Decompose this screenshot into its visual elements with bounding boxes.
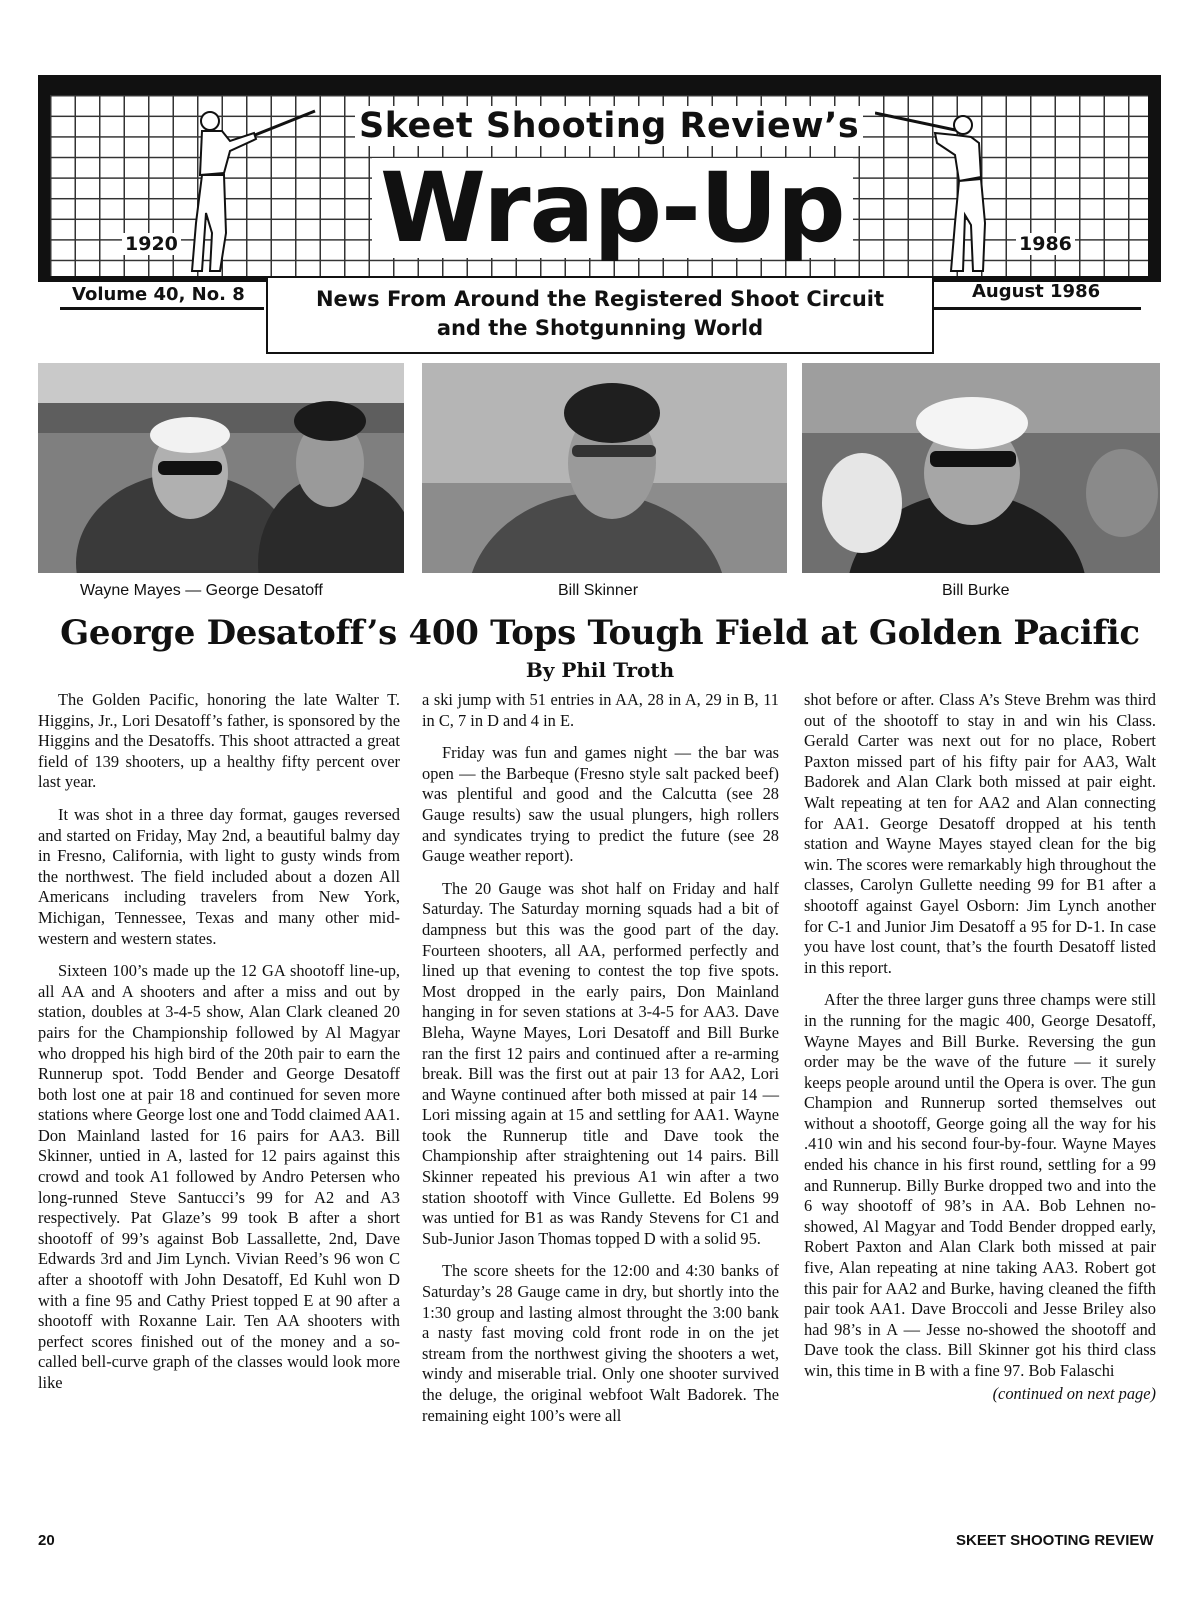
paragraph: a ski jump with 51 entries in AA, 28 in A, 29 in B, 11 in C, 7 in D and 4 in E.	[422, 690, 779, 730]
paragraph: Sixteen 100’s made up the 12 GA shootoff line-up, all AA and A shooters and after a miss and out by station, doubles at 3-4-5 show, Alan Clark cleaned 20 pairs for the Championship followed by Al Magyar who dropped his high bird of the 20th pair to earn the Runnerup spot. Todd Bender and George Desatoff both lost one at pair 18 and continued for seven more stations where George lost one and Todd claimed AA1. Don Mainland lasted for 16 pairs for AA3. Bill Skinner, untied in A, lasted for 12 pairs against this crowd and took A1 followed by Andro Petersen who long-runned Steve Santucci’s 99 for A2 and A3 respectively. Pat Glaze’s 99 took B after a short shootoff of 99’s against Bob Lassallette, 2nd, Dave Edwards 3rd and Jim Lynch. Vivian Reed’s 96 won C after a shootoff with John Desatoff, Ed Kuhl won D with a fine 95 and Cathy Priest topped E at 90 after a shootoff with Roxanne Lair. Ten AA shooters with perfect scores finished out of the money and a so-called bell-curve graph of the classes would look more like	[38, 961, 400, 1392]
volume-rule	[60, 307, 264, 310]
paragraph: Friday was fun and games night — the bar was open — the Barbeque (Fresno style salt packed beef) was plentiful and good and the Calcutta (see 28 Gauge results) saw the usual plungers, high rollers and syndicates trying to predict the future (see 28 Gauge weather report).	[422, 743, 779, 866]
tagline-box	[266, 278, 934, 354]
continued-note: (continued on next page)	[992, 1383, 1156, 1403]
volume-label: Volume 40, No. 8	[72, 284, 245, 305]
issue-date: August 1986	[972, 281, 1101, 302]
paragraph: shot before or after. Class A’s Steve Brehm was third out of the shootoff to stay in and win his Class. Gerald Carter was next out for no place, Robert Paxton missed part of his fifty pair for AA3, Walt Badorek and Alan Clark both missed at pair eight. Walt repeating at ten for AA2 and Alan connecting for AA1. George Desatoff dropped at his tenth station and Wayne Mayes stayed clean for the big win. The scores were remarkably high throughout the classes, Carolyn Gullette needing 99 for B1 after a shootoff against Gayel Osborn: Jim Lynch another for C-1 and Junior Jim Desatoff a 95 for D-1. In case you have lost count, that’s the fourth Desatoff listed in this report.	[804, 690, 1156, 977]
photo-caption-2: Bill Skinner	[558, 582, 639, 599]
photo-bill-burke	[802, 363, 1160, 573]
paragraph: The Golden Pacific, honoring the late Walter T. Higgins, Jr., Lori Desatoff’s father, is sponsored by the Higgins and the Desatoffs. This shoot attracted a great field of 139 shooters, up a healthy fifty percent over last year.	[38, 690, 400, 792]
photo-caption-1: Wayne Mayes — George Desatoff	[80, 582, 323, 599]
masthead-title: Wrap-Up	[372, 158, 853, 258]
shooter-right-illustration	[875, 103, 1015, 275]
tagline-line2: and the Shotgunning World	[436, 316, 764, 340]
photo-bill-skinner	[422, 363, 787, 573]
paragraph: It was shot in a three day format, gauges reversed and started on Friday, May 2nd, a beautiful balmy day in Fresno, California, with light to gusty winds from the northwest. The field included about a dozen All Americans including travelers from New York, Michigan, Tennessee, Texas and many other mid-western and western states.	[38, 804, 400, 948]
tagline-line1: News From Around the Registered Shoot Circuit	[315, 287, 885, 311]
article-byline: By Phil Troth	[525, 658, 675, 682]
publication-name: SKEET SHOOTING REVIEW	[956, 1532, 1154, 1549]
page-number: 20	[38, 1532, 55, 1549]
article-headline: George Desatoff’s 400 Tops Tough Field at Golden Pacific	[60, 613, 1140, 653]
paragraph: After the three larger guns three champs were still in the running for the magic 400, George Desatoff, Wayne Mayes and Bill Burke. Reversing the gun order may be the wave of the future — it surely keeps people around until the Opera is over. The gun Champion and Runnerup sorted themselves out without a shootoff, George going all the way for his .410 win and his second four-by-four. Wayne Mayes ended his chance in his first round, settling for a 99 and Runnerup. Billy Burke dropped two and into the 6 way shootoff of 98’s in AA. Bob Lehnen no-showed, Al Magyar and Todd Bender dropped early, Robert Paxton and Alan Clark both missed at pair five, Alan repeating at nine taking AA3. Robert got this pair for AA2 and Burke, having cleaned the fifth pair took AA1. Dave Broccoli and Jesse Briley also had 98’s in A — Jesse no-showed the shootoff and Dave took the class. Bill Skinner got his third class win, this time in B with a fine 97. Bob Falaschi	[804, 990, 1156, 1380]
date-rule	[934, 307, 1141, 310]
paragraph: The score sheets for the 12:00 and 4:30 banks of Saturday’s 28 Gauge came in dry, but shortly into the 1:30 group and lasting almost throught the 3:00 bank a nasty fast moving cold front rode in on the jet stream from the northwest giving the shooters a wet, windy and miserable trial. Only one shooter survived the deluge, the original webfoot Walt Badorek. The remaining eight 100’s were all	[422, 1261, 779, 1425]
photo-wayne-george	[38, 363, 404, 573]
shooter-left-illustration	[180, 103, 320, 275]
year-start: 1920	[122, 233, 181, 255]
year-end: 1986	[1016, 233, 1075, 255]
photo-caption-3: Bill Burke	[942, 582, 1010, 599]
article-column-2	[422, 690, 779, 1438]
article-column-1	[38, 690, 400, 1406]
masthead-kicker: Skeet Shooting Review’s	[355, 106, 863, 146]
paragraph: The 20 Gauge was shot half on Friday and half Saturday. The Saturday morning squads had a bit of dampness but this was the good part of the day. Fourteen shooters, all AA, performed perfectly and lined up that evening to contest the top five spots. Most dropped in the early pairs, Don Mainland hanging in for seven stations at 3-4-5 for AA3. Dave Bleha, Wayne Mayes, Lori Desatoff and Bill Burke ran the first 12 pairs and continued after a re-arming break. Bill was the first out at pair 13 for AA2, Lori and Wayne continued after both missed at pair 14 — Lori missing again at 15 and settling for AA1. Wayne took the Runnerup title and Dave took the Championship after straightening out 14 pairs. Bill Skinner repeated his previous A1 win after a two station shootoff with Vince Gullette. Ed Bolens 99 was untied for B1 as was Randy Stevens for C1 and Sub-Junior Jason Thomas topped D with a solid 95.	[422, 878, 779, 1248]
article-column-3	[804, 690, 1156, 1404]
